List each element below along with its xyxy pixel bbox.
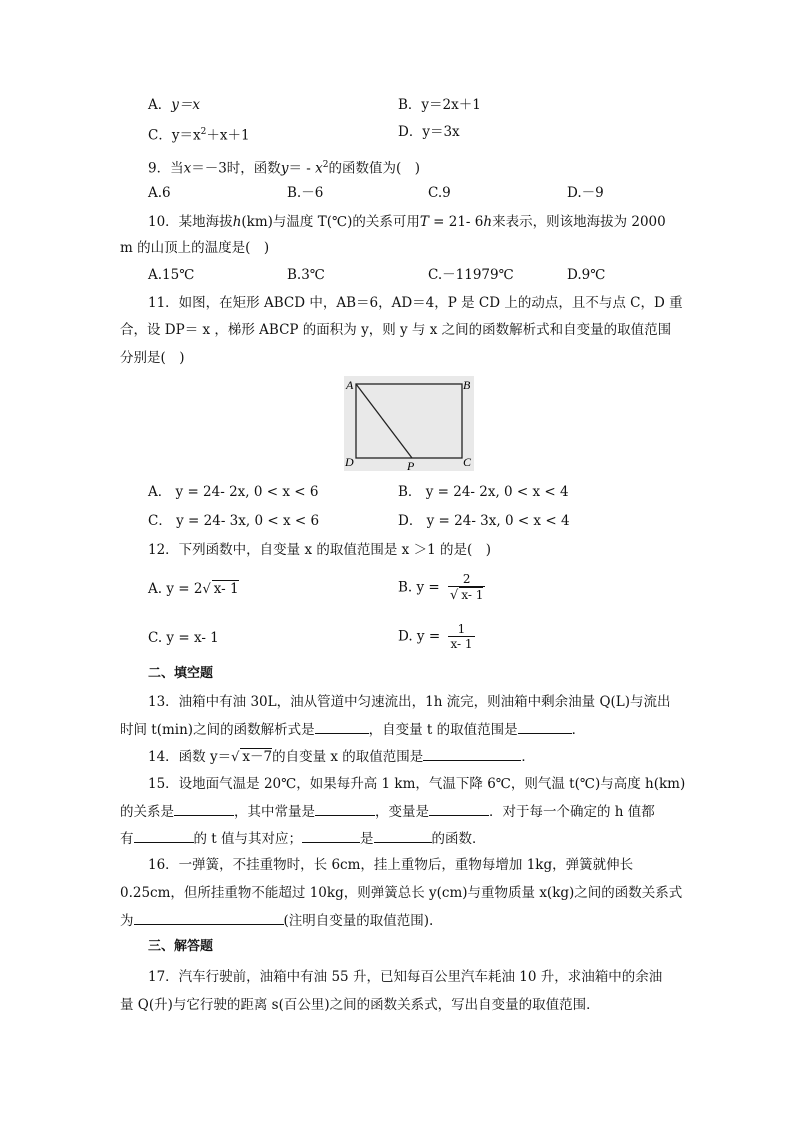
option-expr: y＝3x bbox=[422, 124, 460, 140]
q11-option-a: A． y = 24- 2x, 0 < x < 6 bbox=[148, 484, 319, 500]
option-expr-tail: ＋x＋1 bbox=[206, 127, 250, 144]
option-label: B. y = bbox=[398, 579, 445, 596]
option-expr: y＝x bbox=[171, 127, 201, 144]
section-heading-solutions: 三、解答题 bbox=[148, 939, 214, 954]
q15-stem-line2 bbox=[120, 803, 655, 820]
q10-text: 来表示，则该地海拔为 2000 bbox=[492, 214, 666, 230]
var-x: x bbox=[315, 160, 323, 177]
fraction bbox=[448, 622, 474, 651]
q9-option-b: B.－6 bbox=[287, 185, 324, 201]
answer-blank[interactable] bbox=[429, 803, 489, 816]
q17-stem-line1: 17．汽车行驶前，油箱中有油 55 升，已知每百公里汽车耗油 10 升，求油箱中的余油 bbox=[148, 969, 663, 985]
radicand: x- 1 bbox=[461, 588, 484, 602]
q13-stem-line2 bbox=[120, 721, 585, 738]
answer-blank[interactable] bbox=[315, 803, 375, 816]
vertex-label-d: D bbox=[345, 455, 354, 469]
q13-text: ，自变量 t 的取值范围是 bbox=[368, 722, 518, 738]
q17-stem-line2: 量 Q(升)与它行驶的距离 s(百公里)之间的函数关系式，写出自变量的取值范围． bbox=[120, 997, 600, 1013]
option-label: A. y = 2 bbox=[148, 581, 203, 597]
q12-option-c: C. y = x- 1 bbox=[148, 630, 219, 646]
q14-stem bbox=[148, 748, 535, 766]
option-label: B． bbox=[398, 97, 422, 113]
q14-text: ． bbox=[521, 749, 535, 765]
rectangle-diagram bbox=[344, 376, 474, 471]
fraction bbox=[448, 572, 485, 603]
q9-text: 的函数值为( ) bbox=[328, 160, 421, 177]
q9-text: 9．当 bbox=[148, 160, 184, 177]
q15-text: 的关系是 bbox=[120, 804, 174, 820]
q8-option-c bbox=[148, 124, 250, 144]
superscript: 2 bbox=[322, 160, 329, 170]
denominator bbox=[448, 586, 485, 603]
option-label: D． bbox=[398, 124, 423, 140]
vertex-label-b: B bbox=[463, 378, 471, 392]
numerator: 1 bbox=[457, 622, 466, 636]
q9-text: ＝ - bbox=[288, 160, 316, 177]
vertex-label-a: A bbox=[346, 378, 354, 392]
answer-blank[interactable] bbox=[423, 748, 521, 761]
q12-option-d bbox=[398, 622, 475, 658]
answer-blank[interactable] bbox=[134, 830, 194, 843]
q12-option-a bbox=[148, 580, 239, 598]
numerator: 2 bbox=[462, 572, 471, 586]
var-h: h bbox=[232, 214, 242, 230]
q8-option-d bbox=[398, 124, 460, 140]
q9-stem bbox=[148, 157, 420, 177]
option-label: A． bbox=[148, 97, 172, 113]
option-label: C． bbox=[148, 127, 172, 144]
q15-stem-line1: 15．设地面气温是 20℃，如果每升高 1 km，气温下降 6℃，则气温 t(℃)与高度 h(km) bbox=[148, 776, 686, 792]
q15-text: 有 bbox=[120, 831, 134, 847]
q15-stem-line3 bbox=[120, 830, 486, 847]
option-label: D. y = bbox=[398, 628, 445, 645]
q15-text: 的函数． bbox=[431, 831, 486, 847]
q9-option-d: D.－9 bbox=[567, 185, 604, 201]
q10-option-a: A.15℃ bbox=[148, 267, 195, 283]
q14-text: 的自变量 x 的取值范围是 bbox=[272, 749, 424, 765]
var-h: h bbox=[483, 214, 493, 230]
answer-blank[interactable] bbox=[174, 803, 234, 816]
q16-text: (注明自变量的取值范围). bbox=[283, 913, 434, 929]
q11-stem-line2: 合，设 DP＝ x ，梯形 ABCP 的面积为 y，则 y 与 x 之间的函数解析式和自变量的取值范围 bbox=[120, 322, 672, 338]
q16-stem-line2: 0.25cm，但所挂重物不能超过 10kg，则弹簧总长 y(cm)与重物质量 x(kg)之间的函数关系式 bbox=[120, 885, 683, 901]
q9-text: ＝－3时，函数 bbox=[191, 160, 281, 177]
q10-option-d: D.9℃ bbox=[567, 267, 606, 283]
q9-option-a: A.6 bbox=[148, 185, 171, 201]
q16-stem-line1: 16．一弹簧，不挂重物时，长 6cm，挂上重物后，重物每增加 1kg，弹簧就伸长 bbox=[148, 857, 634, 873]
option-expr: y＝2x＋1 bbox=[421, 97, 481, 113]
radicand: x- 1 bbox=[213, 581, 239, 597]
q10-text: (km)与温度 T(℃)的关系可用 bbox=[241, 214, 420, 230]
q11-stem-line3: 分别是( ) bbox=[120, 350, 185, 366]
q10-option-c: C.－11979℃ bbox=[428, 267, 514, 283]
q13-text: ． bbox=[571, 722, 586, 738]
radical-sign: √ bbox=[450, 588, 459, 603]
answer-blank[interactable] bbox=[374, 830, 432, 843]
radicand: x－7 bbox=[242, 749, 273, 765]
q15-text: 的 t 值与其对应； bbox=[193, 831, 303, 847]
q11-option-d: D． y = 24- 3x, 0 < x < 4 bbox=[398, 513, 570, 529]
q10-stem-line1 bbox=[148, 214, 666, 230]
q15-text: ，其中常量是 bbox=[234, 804, 315, 820]
denominator: x- 1 bbox=[450, 637, 473, 651]
point-label-p: P bbox=[407, 459, 415, 471]
q15-text: ．对于每一个确定的 h 值都 bbox=[489, 804, 655, 820]
q10-stem-line2: m 的山顶上的温度是( ) bbox=[120, 240, 270, 256]
option-expr: y＝x bbox=[171, 97, 200, 113]
q15-text: 是 bbox=[360, 831, 374, 847]
answer-blank[interactable] bbox=[518, 721, 572, 734]
q13-text: 时间 t(min)之间的函数解析式是 bbox=[120, 722, 315, 738]
q13-stem-line1: 13．油箱中有油 30L，油从管道中匀速流出，1h 流完，则油箱中剩余油量 Q(L)与流出 bbox=[148, 694, 671, 710]
q16-text: 为 bbox=[120, 913, 134, 929]
rectangle-abcd bbox=[356, 384, 462, 458]
answer-blank[interactable] bbox=[302, 830, 360, 843]
segment-ap bbox=[356, 384, 412, 458]
superscript: 2 bbox=[200, 127, 207, 137]
q16-stem-line3 bbox=[120, 912, 433, 929]
answer-blank[interactable] bbox=[134, 912, 284, 925]
q11-option-c: C． y = 24- 3x, 0 < x < 6 bbox=[148, 513, 320, 529]
q8-option-a bbox=[148, 97, 200, 113]
section-heading-fill-in: 二、填空题 bbox=[148, 666, 214, 681]
q11-option-b: B． y = 24- 2x, 0 < x < 4 bbox=[398, 484, 569, 500]
var-T: T bbox=[419, 214, 429, 230]
q11-stem-line1: 11．如图，在矩形 ABCD 中，AB＝6，AD＝4，P 是 CD 上的动点，且不与点 C，D 重 bbox=[148, 295, 683, 311]
q10-text: = 21- 6 bbox=[428, 214, 484, 230]
answer-blank[interactable] bbox=[315, 721, 369, 734]
q14-text: 14．函数 y＝ bbox=[148, 749, 232, 765]
radical-sign: √ bbox=[231, 750, 240, 765]
var-x: x bbox=[183, 160, 192, 177]
q10-text: 10．某地海拔 bbox=[148, 214, 233, 230]
q8-option-b bbox=[398, 97, 481, 113]
rectangle-figure bbox=[344, 376, 474, 471]
q12-stem: 12．下列函数中，自变量 x 的取值范围是 x ＞1 的是( ) bbox=[148, 542, 491, 558]
q9-option-c: C.9 bbox=[428, 185, 451, 201]
radical-sign: √ bbox=[202, 582, 211, 597]
q10-option-b: B.3℃ bbox=[287, 267, 325, 283]
q12-option-b bbox=[398, 572, 485, 608]
var-y: y bbox=[280, 160, 289, 177]
vertex-label-c: C bbox=[463, 455, 472, 469]
q15-text: ，变量是 bbox=[375, 804, 429, 820]
